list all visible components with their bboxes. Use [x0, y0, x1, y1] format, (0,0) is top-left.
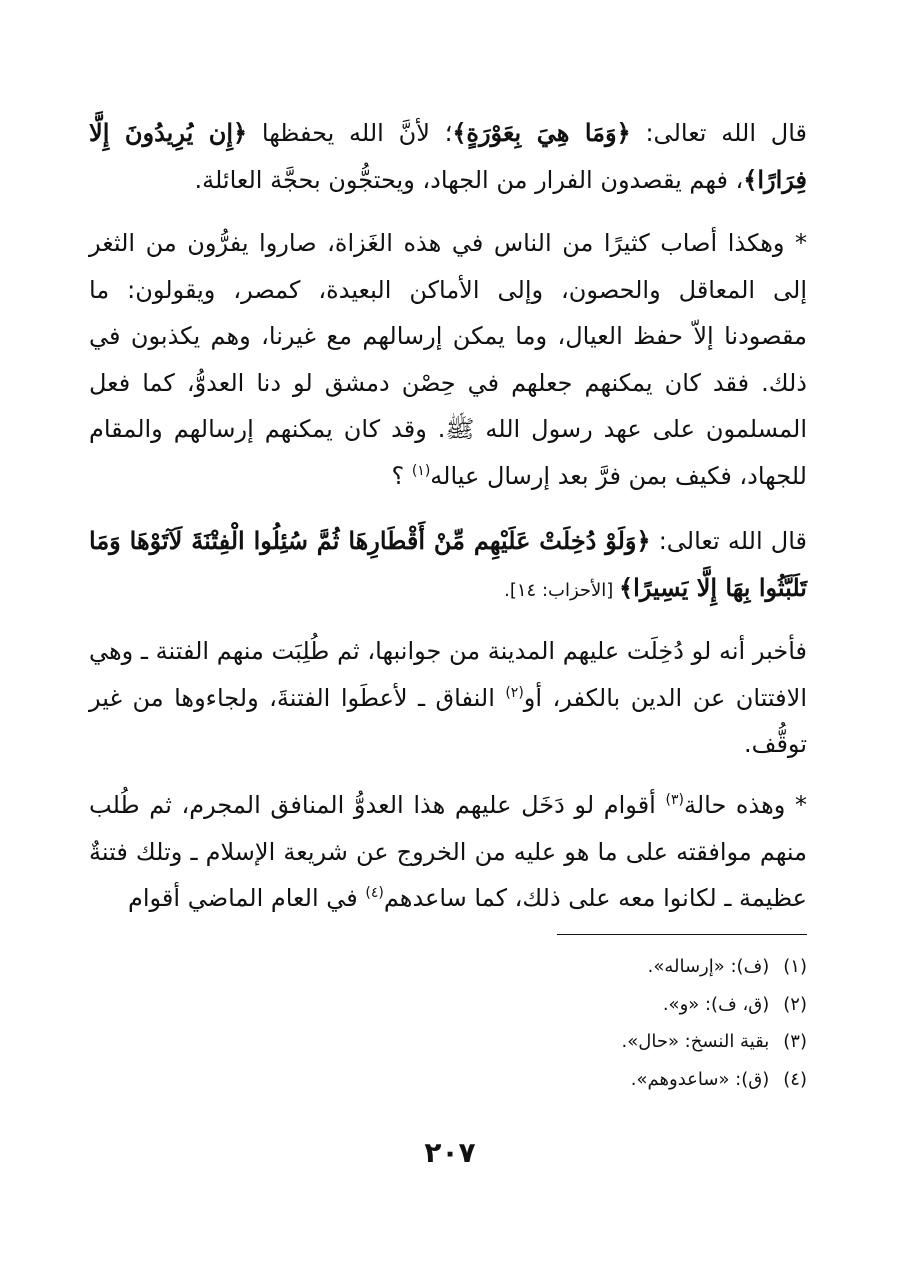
p2-end: ؟: [391, 461, 412, 490]
p1-rest: ، فهم يقصدون الفرار من الجهاد، ويحتجُّون بحجَّة العائلة.: [194, 165, 744, 194]
p5-b: أقوام لو دَخَل عليهم هذا العدوُّ المنافق المجرم، ثم طُلب منهم موافقته على ما هو عليه من الخروج عن شريعة الإسلام ـ وتلك فتنةٌ عظيمة ـ لكانوا معه على ذلك، كما ساعدهم: [89, 791, 807, 912]
paragraph-3: [89, 518, 807, 614]
paragraph-2: [89, 220, 807, 499]
p1-verse-2: ﴿إِن يُرِيدُونَ إِلَّا فِرَارًا﴾: [89, 118, 807, 194]
paragraph-5: [89, 782, 807, 922]
footnote-text: (ف): «إرساله».: [647, 956, 770, 977]
p5-c: في العام الماضي أقوام: [128, 884, 366, 912]
footnote-ref-2: (٢): [505, 684, 524, 701]
p3-verse: ﴿وَلَوْ دُخِلَتْ عَلَيْهِم مِّنْ أَقْطَارِهَا ثُمَّ سُئِلُوا الْفِتْنَةَ لَآتَوْهَا وَمَا تَلَبَّثُوا بِهَا إِلَّا يَسِيرًا﴾: [89, 526, 807, 602]
p4-b: النفاق ـ لأعطَوا الفتنةَ، ولجاءوها من غير توقُّف.: [89, 683, 807, 758]
p1-verse-1: ﴿وَمَا هِيَ بِعَوْرَةٍ﴾: [452, 118, 631, 147]
p2-main: * وهكذا أصاب كثيرًا من الناس في هذه الغَزاة، صاروا يفرُّون من الثغر إلى المعاقل والحصون، وإلى الأماكن البعيدة، كمصر، ويقولون: ما مقصودنا إلاّ حفظ العيال، وما يمكن إرسالهم مع غيرنا، وهم يكذبون في ذلك. فقد كان يمكنهم جعلهم في حِصْن دمشق لو دنا العدوُّ، كما فعل المسلمون على عهد رسول الله ﷺ. وقد كان يمكنهم إرسالهم والمقام للجهاد، فكيف بمن فرَّ بعد إرسال عياله: [89, 229, 807, 490]
footnote-3: [89, 1023, 807, 1061]
footnote-separator: [557, 934, 807, 935]
p4-a: فأخبر أنه لو دُخِلَت عليهم المدينة من جوانبها، ثم طُلِبَت منهم الفتنة ـ وهي الافتتان عن الدين بالكفر، أو: [89, 637, 807, 712]
p1-intro: قال الله تعالى:: [630, 119, 808, 147]
footnote-number: (٣): [783, 1031, 807, 1052]
footnote-number: (١): [783, 956, 807, 977]
p3-surah-reference: [الأحزاب: ١٤].: [504, 579, 620, 601]
p5-a: * وهذه حالة: [683, 791, 807, 819]
footnote-text: (ق، ف): «و».: [662, 993, 770, 1015]
footnote-text: بقية النسخ: «حال».: [621, 1031, 770, 1052]
paragraph-1: [89, 110, 807, 203]
page-number: ٢٠٧: [424, 1136, 476, 1169]
footnote-1: [89, 948, 807, 986]
footnotes-list: [89, 948, 807, 1098]
paragraph-4: [89, 628, 807, 768]
footnote-2: [89, 986, 807, 1024]
footnote-text: (ق): «ساعدوهم».: [630, 1068, 770, 1090]
p3-intro: قال الله تعالى:: [650, 527, 807, 555]
footnote-ref-1: (١): [411, 462, 431, 479]
footnote-number: (٢): [783, 993, 807, 1015]
footnote-ref-3: (٣): [665, 792, 684, 808]
p1-middle: ؛ لأنَّ الله يحفظها: [247, 119, 453, 147]
footnote-number: (٤): [783, 1068, 807, 1090]
footnote-ref-4: (٤): [365, 885, 384, 901]
footnote-4: [89, 1061, 807, 1099]
